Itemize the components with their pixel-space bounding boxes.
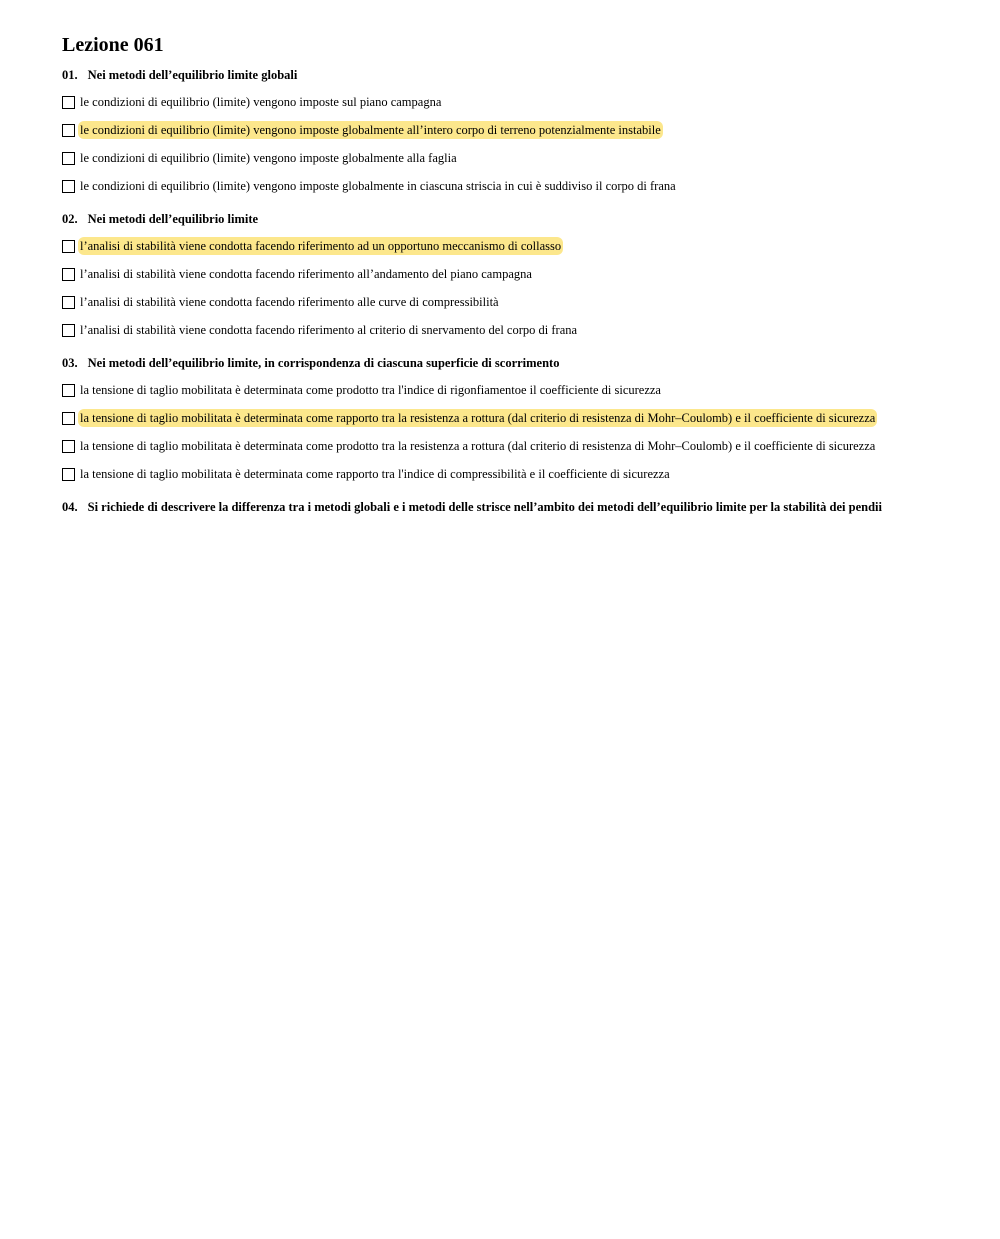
question-header — [62, 355, 962, 371]
answer-text: l’analisi di stabilità viene condotta facendo riferimento ad un opportuno meccanismo di collasso — [80, 239, 562, 253]
answer-option — [62, 409, 962, 427]
answer-checkbox[interactable] — [62, 268, 75, 281]
answer-checkbox[interactable] — [62, 324, 75, 337]
answer-option — [62, 265, 962, 283]
answer-checkbox[interactable] — [62, 96, 75, 109]
answer-text: l’analisi di stabilità viene condotta facendo riferimento alle curve di compressibilità — [80, 295, 499, 309]
answer-option — [62, 177, 962, 195]
answer-checkbox[interactable] — [62, 440, 75, 453]
answer-option — [62, 465, 962, 483]
answer-option — [62, 149, 962, 167]
answer-checkbox[interactable] — [62, 296, 75, 309]
answer-text: la tensione di taglio mobilitata è determinata come rapporto tra la resistenza a rottura (dal criterio di resistenza di Mohr–Coulomb) e il coefficiente di sicurezza — [80, 411, 876, 425]
answer-text: l’analisi di stabilità viene condotta facendo riferimento al criterio di snervamento del corpo di frana — [80, 323, 578, 337]
answer-checkbox[interactable] — [62, 384, 75, 397]
answer-text: la tensione di taglio mobilitata è determinata come prodotto tra l'indice di rigonfiamentoe il coefficiente di sicurezza — [80, 383, 661, 397]
question-text: Si richiede di descrivere la differenza tra i metodi globali e i metodi delle strisce nell’ambito dei metodi dell’equilibrio limite per la stabilità dei pendii — [87, 500, 882, 514]
answer-option — [62, 437, 962, 455]
answer-checkbox[interactable] — [62, 124, 75, 137]
question-text: Nei metodi dell’equilibrio limite globali — [87, 68, 298, 82]
question-02 — [62, 211, 962, 339]
answer-checkbox[interactable] — [62, 468, 75, 481]
answer-option — [62, 237, 962, 255]
question-header — [62, 67, 962, 83]
question-number: 04. — [62, 500, 78, 514]
answer-option — [62, 381, 962, 399]
answer-checkbox[interactable] — [62, 180, 75, 193]
answer-text: le condizioni di equilibrio (limite) vengono imposte globalmente alla faglia — [80, 151, 457, 165]
document-page — [62, 32, 962, 531]
question-text: Nei metodi dell’equilibrio limite — [87, 212, 259, 226]
question-header — [62, 499, 962, 515]
answer-text: l’analisi di stabilità viene condotta facendo riferimento all’andamento del piano campagna — [80, 267, 532, 281]
answer-text: le condizioni di equilibrio (limite) vengono imposte globalmente all’intero corpo di terreno potenzialmente instabile — [80, 123, 661, 137]
answer-option — [62, 321, 962, 339]
question-number: 01. — [62, 68, 78, 82]
answer-option — [62, 121, 962, 139]
answer-checkbox[interactable] — [62, 152, 75, 165]
answer-checkbox[interactable] — [62, 240, 75, 253]
question-number: 02. — [62, 212, 78, 226]
question-header — [62, 211, 962, 227]
question-03 — [62, 355, 962, 483]
answer-option — [62, 93, 962, 111]
question-text: Nei metodi dell’equilibrio limite, in corrispondenza di ciascuna superficie di scorrimento — [87, 356, 560, 370]
question-04 — [62, 499, 962, 515]
answer-text: le condizioni di equilibrio (limite) vengono imposte sul piano campagna — [80, 95, 442, 109]
answer-text: la tensione di taglio mobilitata è determinata come prodotto tra la resistenza a rottura (dal criterio di resistenza di Mohr–Coulomb) e il coefficiente di sicurezza — [80, 439, 876, 453]
question-01 — [62, 67, 962, 195]
answer-option — [62, 293, 962, 311]
answer-text: le condizioni di equilibrio (limite) vengono imposte globalmente in ciascuna striscia in cui è suddiviso il corpo di frana — [80, 179, 676, 193]
question-number: 03. — [62, 356, 78, 370]
lesson-title: Lezione 061 — [62, 34, 164, 56]
answer-checkbox[interactable] — [62, 412, 75, 425]
answer-text: la tensione di taglio mobilitata è determinata come rapporto tra l'indice di compressibilità e il coefficiente di sicurezza — [80, 467, 670, 481]
